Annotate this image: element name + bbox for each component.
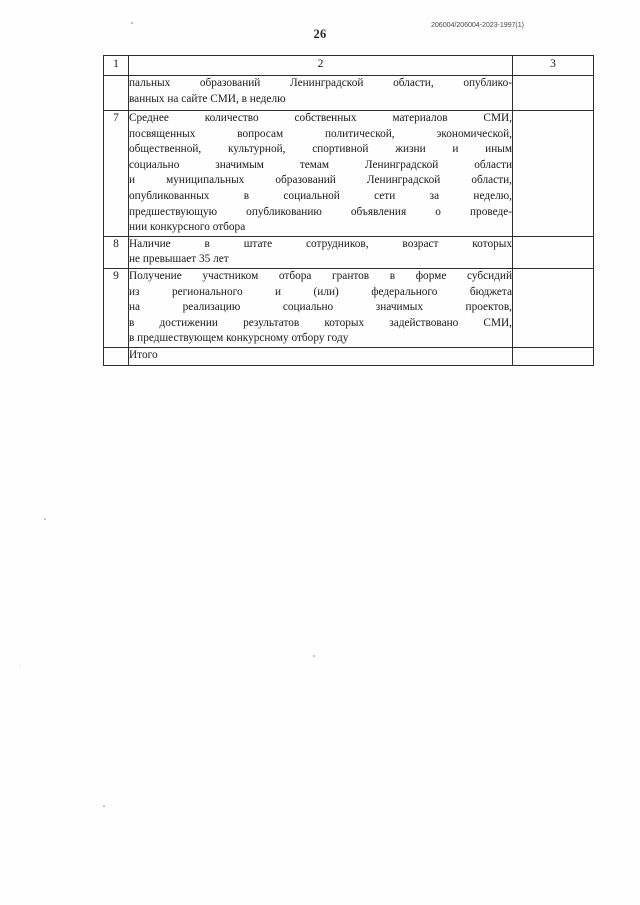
row-score (513, 236, 594, 268)
page-number: 26 (313, 27, 327, 41)
criterion-line: посвященных вопросам политической, экономической, (129, 127, 512, 140)
criterion-line: Наличие в штате сотрудников, возраст которых (129, 237, 512, 250)
column-header-3: 3 (513, 56, 594, 76)
table-row (104, 268, 594, 347)
scan-speck (313, 655, 315, 657)
column-header-1: 1 (104, 56, 129, 76)
row-criterion (129, 111, 513, 237)
criterion-line: пальных образований Ленинградской области, опублико- (129, 77, 512, 89)
criterion-line: в достижении результатов которых задействовано СМИ, (129, 316, 512, 329)
criterion-line: предшествующую опубликованию объявления о проведе- (129, 205, 512, 218)
criterion-line: социально значимым темам Ленинградской области (129, 158, 512, 171)
criterion-line: Итого (129, 348, 158, 361)
table-row (104, 236, 594, 268)
row-score (513, 111, 594, 237)
criterion-line: нии конкурсного отбора (129, 221, 246, 234)
criterion-line: ванных на сайте СМИ, в неделю (129, 92, 286, 105)
criterion-line: Получение участником отбора грантов в форме субсидий (129, 269, 512, 282)
row-score (513, 268, 594, 347)
row-number (104, 347, 129, 365)
document-reference-code: 206004/206004-2023-1997(1) (431, 20, 524, 29)
column-header-2: 2 (129, 56, 513, 76)
criterion-line: опубликованных в социальной сети за неделю, (129, 189, 512, 202)
criterion-line: не превышает 35 лет (129, 253, 229, 266)
row-criterion (129, 76, 513, 111)
row-score (513, 76, 594, 111)
criterion-line: из регионального и (или) федерального бюджета (129, 285, 512, 298)
criteria-table (103, 55, 594, 366)
table-header-row (104, 56, 594, 76)
row-number: 8 (104, 236, 129, 268)
scan-speck (131, 22, 133, 24)
row-number: 7 (104, 111, 129, 237)
criterion-line: на реализацию социально значимых проектов, (129, 301, 512, 314)
table-row-total (104, 347, 594, 365)
row-score (513, 347, 594, 365)
row-number (104, 76, 129, 111)
criterion-line: общественной, культурной, спортивной жизни и иным (129, 143, 512, 156)
criterion-line: в предшествующем конкурсному отбору году (129, 332, 349, 345)
scan-speck (103, 805, 105, 807)
criterion-line: и муниципальных образований Ленинградской области, (129, 174, 512, 187)
row-criterion (129, 347, 513, 365)
scan-speck (20, 665, 21, 666)
table-row (104, 76, 594, 111)
row-criterion (129, 268, 513, 347)
scan-speck (44, 518, 46, 520)
criterion-line: Среднее количество собственных материалов СМИ, (129, 112, 512, 124)
row-criterion (129, 236, 513, 268)
row-number: 9 (104, 268, 129, 347)
table-row (104, 111, 594, 237)
